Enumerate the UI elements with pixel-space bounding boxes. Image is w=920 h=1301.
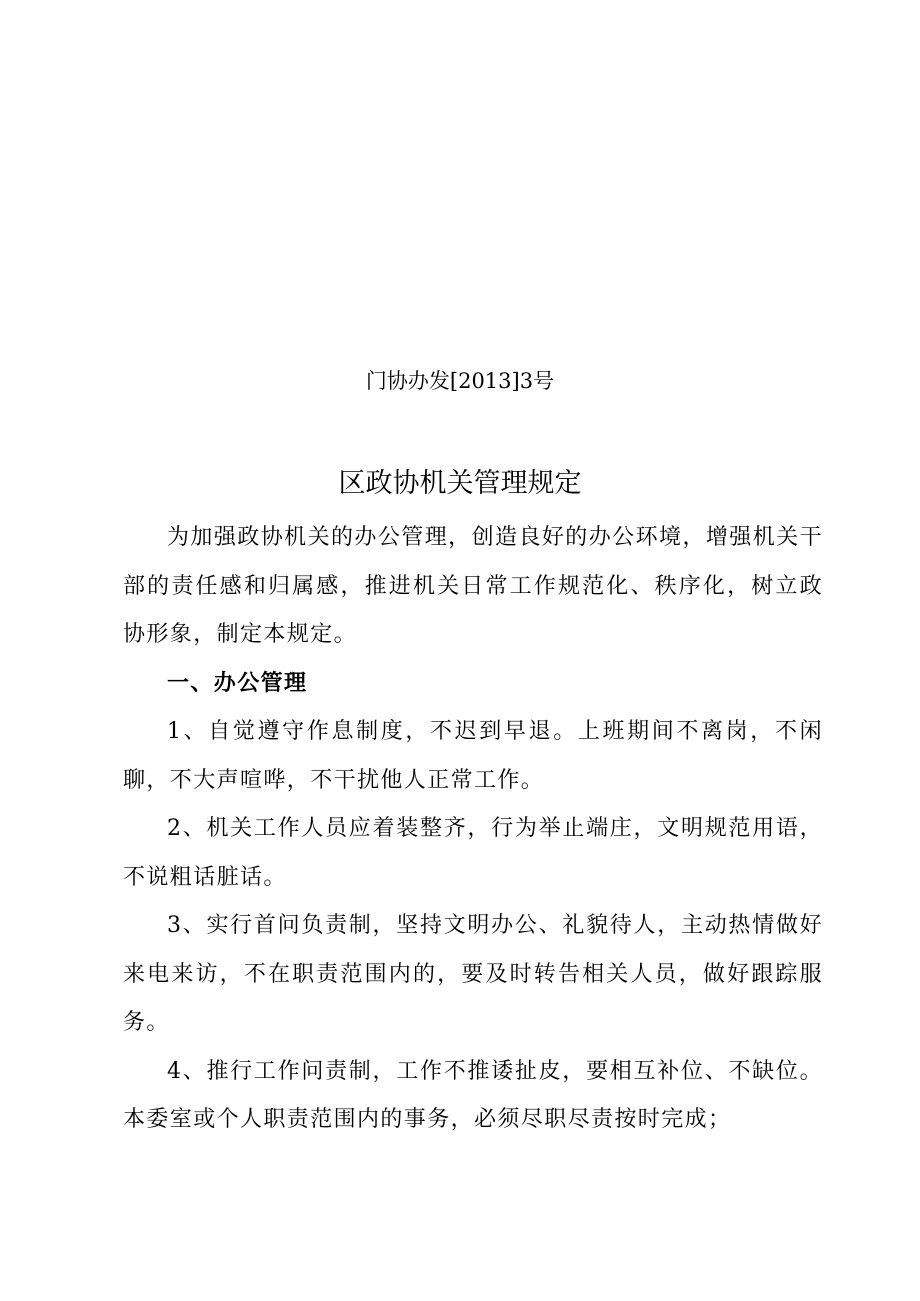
rule-item-1: 1、自觉遵守作息制度，不迟到早退。上班期间不离岗，不闲聊，不大声喧哗，不干扰他人正常工作。 <box>123 719 823 793</box>
section-heading-office-management: 一、办公管理 <box>167 670 308 696</box>
rule-item-2: 2、机关工作人员应着装整齐，行为举止端庄，文明规范用语，不说粗话脏话。 <box>123 816 823 890</box>
document-body <box>123 514 823 1145</box>
rule-item-4: 4、推行工作问责制，工作不推诿扯皮，要相互补位、不缺位。本委室或个人职责范围内的事务，必须尽职尽责按时完成； <box>123 1058 823 1132</box>
rule-item-3: 3、实行首问负责制，坚持文明办公、礼貌待人，主动热情做好来电来访，不在职责范围内的，要及时转告相关人员，做好跟踪服务。 <box>123 913 823 1035</box>
document-number: 门协办发[2013]3号 <box>365 369 555 393</box>
intro-paragraph: 为加强政协机关的办公管理，创造良好的办公环境，增强机关干部的责任感和归属感，推进机关日常工作规范化、秩序化，树立政协形象，制定本规定。 <box>123 525 823 647</box>
document-title: 区政协机关管理规定 <box>338 468 582 499</box>
